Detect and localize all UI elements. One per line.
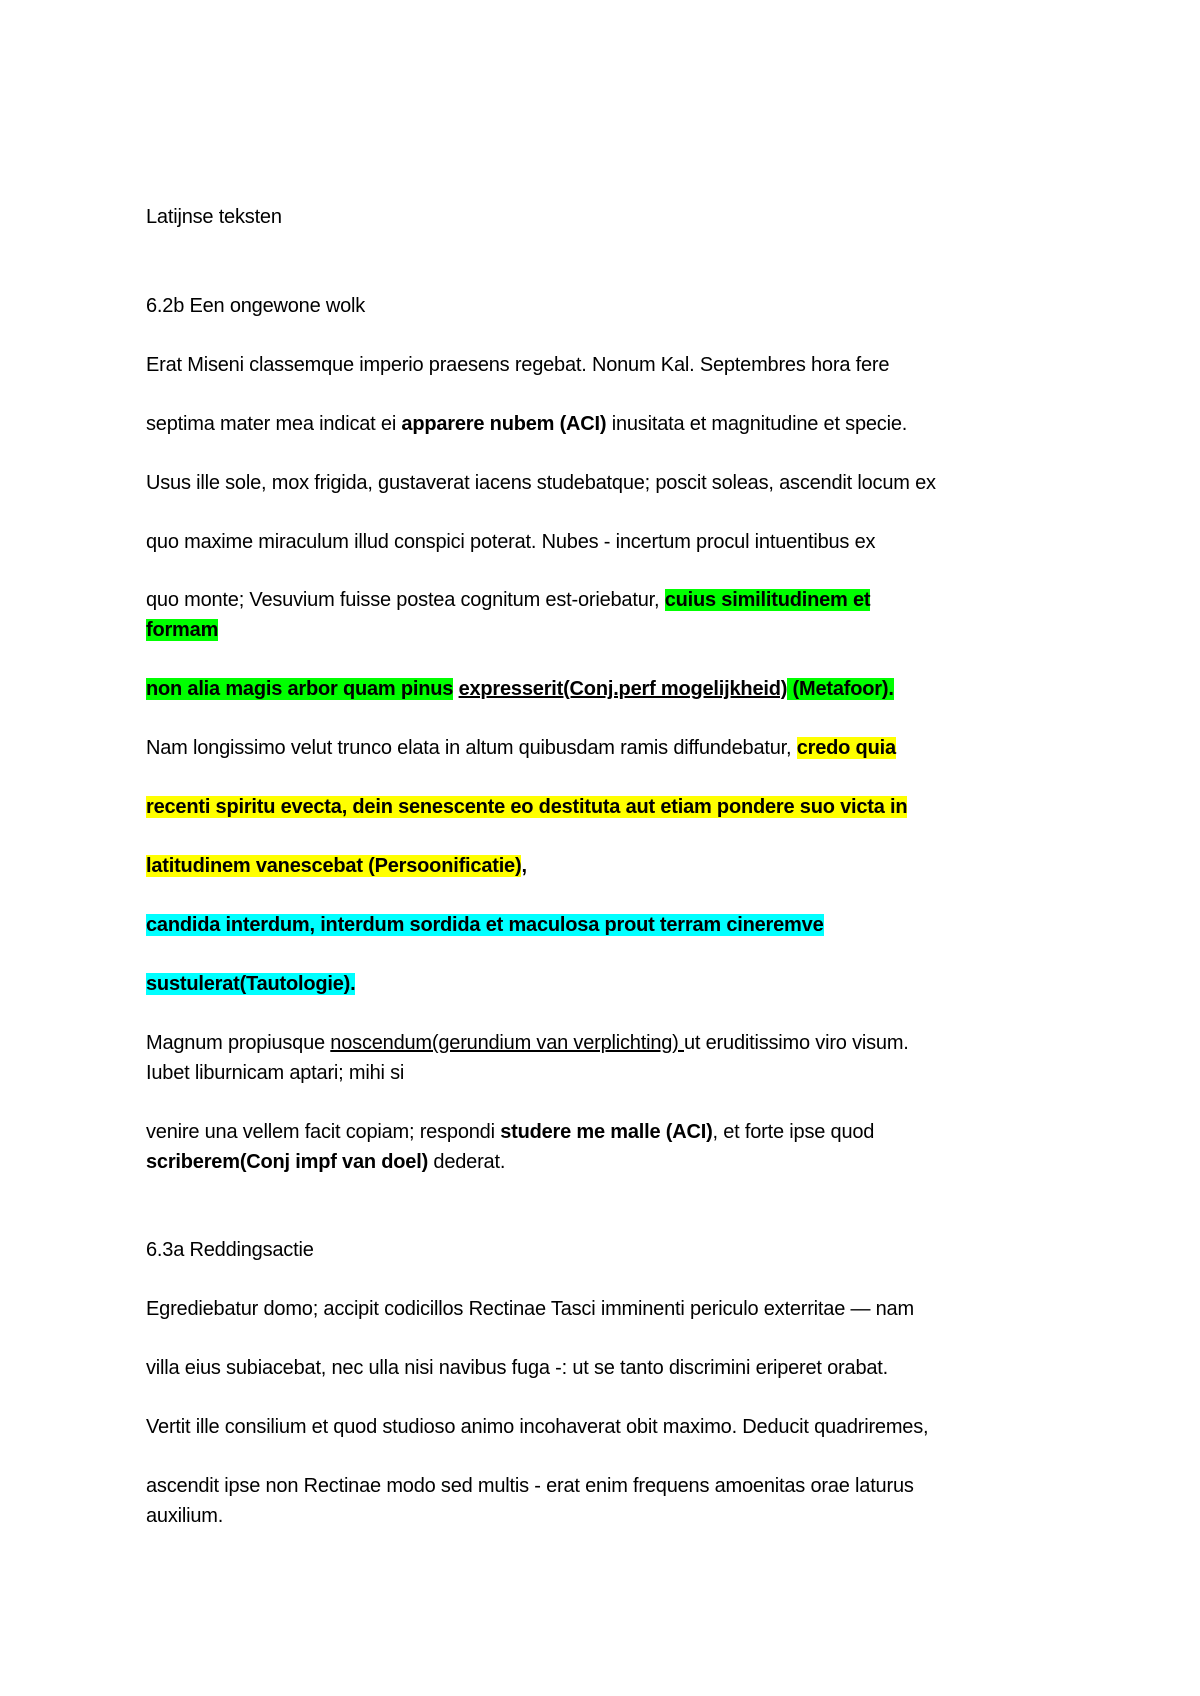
highlight-green: formam — [146, 619, 219, 641]
text-run: , et forte ipse quod — [712, 1121, 875, 1143]
text-line: Iubet liburnicam aptari; mihi si — [146, 1062, 405, 1084]
annotation-conj-impf: scriberem(Conj impf van doel) — [146, 1151, 429, 1173]
highlight-green: cuius similitudinem et — [664, 589, 871, 611]
text-run: venire una vellem facit copiam; respondi — [146, 1121, 501, 1143]
text-run: Nam longissimo velut trunco elata in altum quibusdam ramis diffundebatur, — [146, 737, 797, 759]
text-line — [146, 588, 870, 612]
text-run: ut eruditissimo viro visum. — [684, 1032, 909, 1054]
highlight-cyan: sustulerat(Tautologie). — [146, 973, 356, 995]
text-run: quo monte; Vesuvium fuisse postea cognitum est-oriebatur, — [146, 589, 665, 611]
highlight-yellow: recenti spiritu evecta, dein senescente eo destituta aut etiam pondere suo victa in — [146, 796, 908, 818]
annotation-gerundium: noscendum(gerundium van verplichting) — [330, 1032, 684, 1054]
text-line: Vertit ille consilium et quod studioso animo incohaverat obit maximo. Deducit quadriremes, — [146, 1416, 929, 1438]
annotation-aci: apparere nubem (ACI) — [401, 413, 607, 435]
highlight-cyan: candida interdum, interdum sordida et maculosa prout terram cineremve — [146, 914, 824, 936]
highlight-yellow: latitudinem vanescebat (Persoonificatie) — [146, 855, 522, 877]
text-line — [146, 412, 907, 436]
text-line — [146, 913, 824, 937]
text-run: dederat. — [428, 1151, 506, 1173]
text-line: quo maxime miraculum illud conspici poterat. Nubes - incertum procul intuentibus ex — [146, 531, 876, 553]
text-line — [146, 618, 218, 642]
text-line: ascendit ipse non Rectinae modo sed multis - erat enim frequens amoenitas orae laturus — [146, 1475, 914, 1497]
text-run: inusitata et magnitudine et specie. — [606, 413, 908, 435]
text-line: auxilium. — [146, 1505, 224, 1527]
text-line — [146, 1120, 874, 1144]
text-run: , — [521, 855, 527, 877]
highlight-green: non alia magis arbor quam pinus — [146, 678, 454, 700]
section-heading-6-3a: 6.3a Reddingsactie — [146, 1239, 314, 1261]
text-line — [146, 1031, 909, 1055]
text-run: septima mater mea indicat ei — [146, 413, 402, 435]
text-line — [146, 1150, 505, 1174]
text-line: Usus ille sole, mox frigida, gustaverat iacens studebatque; poscit soleas, ascendit locum ex — [146, 472, 936, 494]
annotation-conj-perf: expresserit(Conj.perf mogelijkheid) — [458, 678, 788, 700]
text-line — [146, 795, 907, 819]
section-heading-6-2b: 6.2b Een ongewone wolk — [146, 295, 366, 317]
highlight-yellow: credo quia — [796, 737, 896, 759]
text-line — [146, 854, 527, 878]
document-title: Latijnse teksten — [146, 206, 282, 228]
text-run: Magnum propiusque — [146, 1032, 331, 1054]
text-line: Erat Miseni classemque imperio praesens regebat. Nonum Kal. Septembres hora fere — [146, 354, 890, 376]
text-line — [146, 736, 896, 760]
text-line — [146, 677, 894, 701]
text-line: villa eius subiacebat, nec ulla nisi navibus fuga -: ut se tanto discrimini eriperet orabat. — [146, 1357, 889, 1379]
text-line — [146, 972, 355, 996]
annotation-metafoor: (Metafoor). — [787, 678, 894, 700]
annotation-aci: studere me malle (ACI) — [500, 1121, 713, 1143]
text-line: Egrediebatur domo; accipit codicillos Rectinae Tasci imminenti periculo exterritae — nam — [146, 1298, 914, 1320]
